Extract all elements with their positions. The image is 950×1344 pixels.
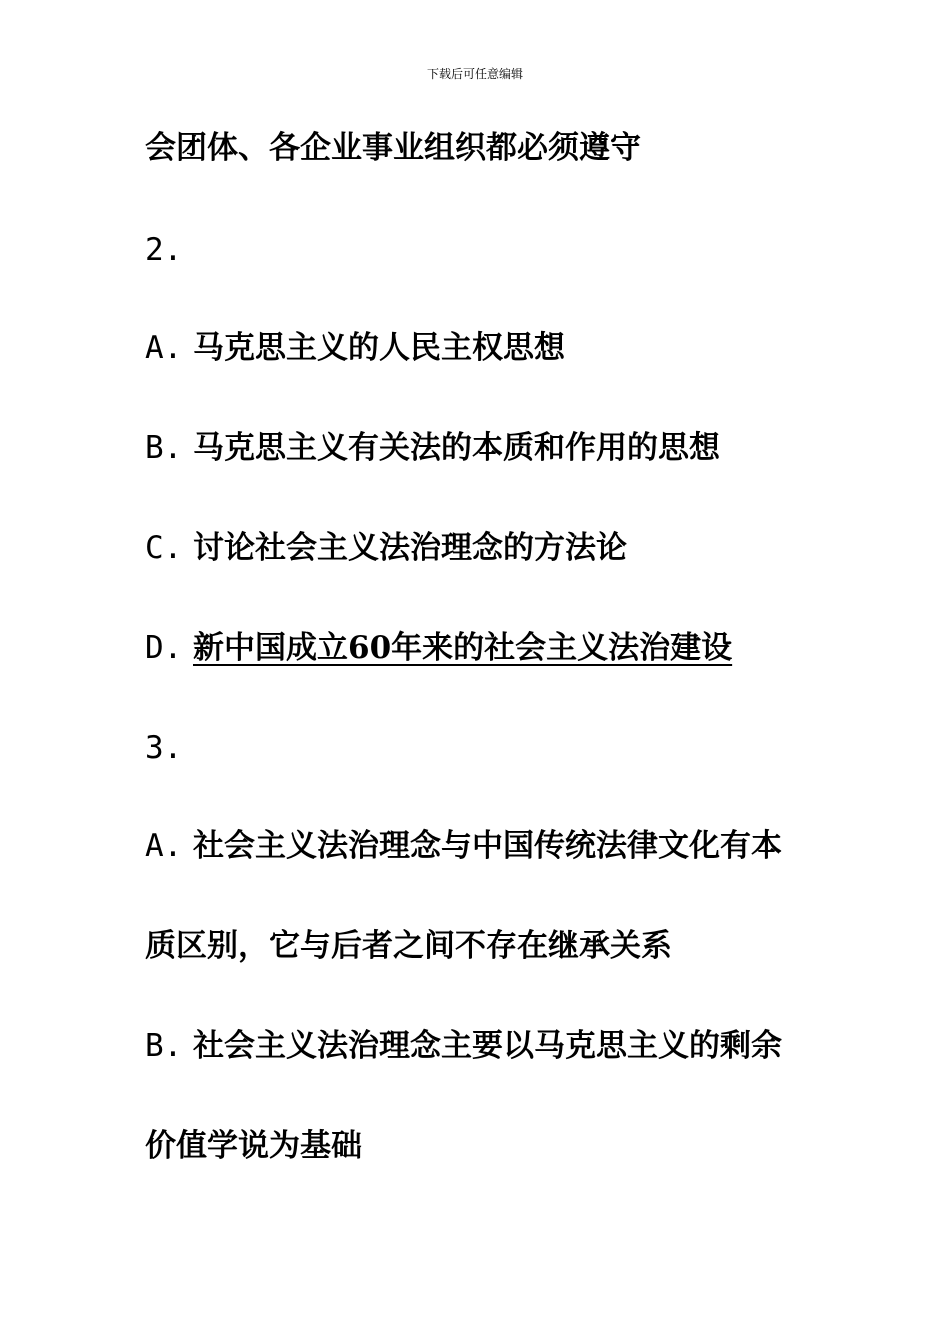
option-text: 马克思主义有关法的本质和作用的思想 <box>193 430 720 466</box>
option-letter: B. <box>145 1028 183 1064</box>
option-c-q2 <box>145 528 627 568</box>
question-number-3: 3. <box>145 730 183 766</box>
option-a-q2 <box>145 328 565 368</box>
option-a-q3-continuation: 质区别，它与后者之间不存在继承关系 <box>145 928 672 964</box>
option-letter: B. <box>145 430 183 466</box>
option-text: 社会主义法治理念主要以马克思主义的剩余 <box>193 1028 782 1064</box>
option-b-q3-continuation: 价值学说为基础 <box>145 1128 362 1164</box>
text-line: 会团体、各企业事业组织都必须遵守 <box>145 130 641 166</box>
page-header-note: 下载后可任意编辑 <box>426 67 523 81</box>
option-d-q2 <box>145 628 746 668</box>
option-text: 社会主义法治理念与中国传统法律文化有本 <box>193 828 782 864</box>
option-letter: A. <box>145 330 183 366</box>
option-text-underlined: 新中国成立60年来的社会主义法治建设 <box>193 630 733 666</box>
option-letter: A. <box>145 828 183 864</box>
option-letter: C. <box>145 530 183 566</box>
question-number-2: 2. <box>145 232 183 268</box>
option-text: 马克思主义的人民主权思想 <box>193 330 565 366</box>
option-a-q3 <box>145 826 782 866</box>
option-letter: D. <box>145 630 183 666</box>
option-b-q2 <box>145 428 720 468</box>
option-b-q3 <box>145 1026 782 1066</box>
option-text: 讨论社会主义法治理念的方法论 <box>193 530 627 566</box>
